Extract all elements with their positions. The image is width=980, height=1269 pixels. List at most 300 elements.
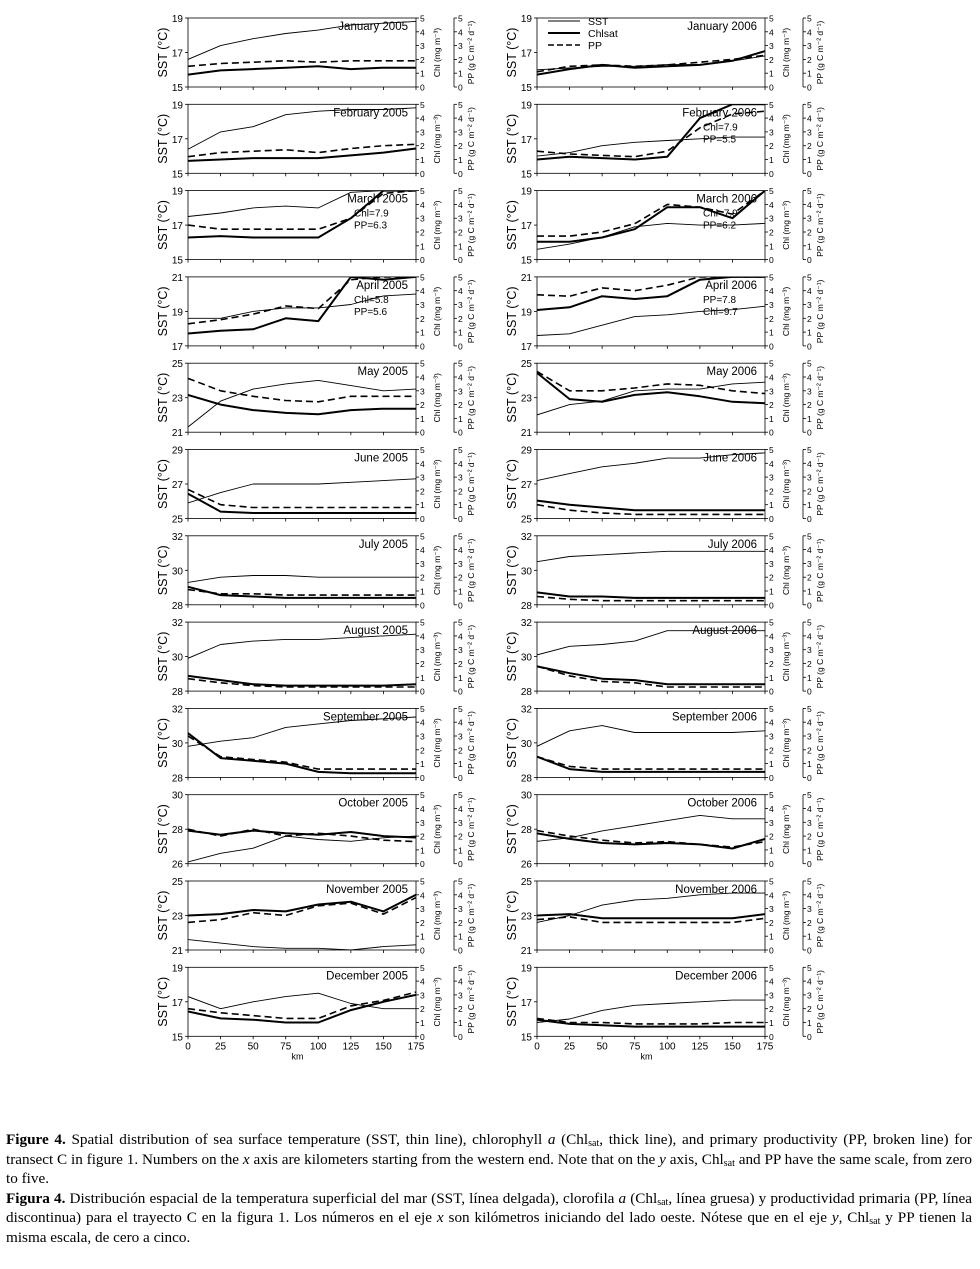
- sst-tick-label: 17: [520, 48, 532, 60]
- panel-title: April 2005: [356, 279, 408, 292]
- sst-axis-label: SST (°C): [505, 890, 519, 941]
- series-group: [537, 726, 765, 772]
- pp-tick-label: 5: [807, 617, 812, 628]
- chl-tick-label: 5: [420, 358, 425, 369]
- chl-tick-label: 4: [420, 717, 425, 728]
- x-tick-label: 50: [247, 1041, 259, 1053]
- pp-tick-label: 1: [807, 586, 812, 597]
- sst-tick-label: 19: [520, 186, 532, 198]
- pp-tick-label: 1: [458, 241, 463, 252]
- chl-tick-label: 0: [420, 600, 425, 611]
- pp-tick-label: 2: [458, 400, 463, 411]
- pp-tick-label: 5: [458, 358, 463, 369]
- chl-tick-label: 3: [769, 300, 774, 310]
- sst-tick-label: 27: [171, 480, 183, 491]
- sst-axis-label: SST (°C): [505, 717, 519, 768]
- chl-tick-label: 2: [769, 486, 774, 497]
- chl-tick-label: 0: [769, 859, 774, 870]
- pp-axis-label: PP (g C m⁻² d⁻¹): [815, 193, 825, 257]
- legend-label-pp: PP: [588, 40, 603, 52]
- pp-tick-label: 3: [807, 817, 812, 828]
- chl-tick-label: 4: [769, 545, 774, 556]
- pp-tick-label: 0: [807, 600, 812, 611]
- sst-axis-label: SST (°C): [156, 27, 170, 78]
- pp-tick-label: 5: [807, 272, 812, 283]
- panel-title: June 2005: [354, 452, 408, 465]
- sst-tick-label: 21: [171, 946, 183, 957]
- peak-annotation: Chl=9.7: [703, 306, 738, 318]
- sst-axis-label: SST (°C): [505, 113, 519, 164]
- panel-title: June 2006: [703, 452, 757, 465]
- chl-tick-label: 2: [769, 227, 774, 238]
- pp-tick-label: 5: [807, 445, 812, 455]
- chl-tick-label: 1: [420, 500, 425, 511]
- chl-tick-label: 2: [420, 1004, 425, 1015]
- peak-annotation: Chl=5.8: [354, 294, 389, 306]
- x-tick-label: 150: [375, 1041, 392, 1053]
- pp-tick-label: 2: [807, 1004, 812, 1015]
- chl-tick-label: 2: [420, 400, 425, 411]
- chl-tick-label: 0: [420, 1031, 425, 1042]
- chl-axis-label: Chl (mg m⁻³): [432, 977, 442, 1027]
- pp-tick-label: 5: [458, 876, 463, 887]
- x-tick-label: 0: [534, 1041, 540, 1053]
- x-tick-label: 50: [596, 1041, 608, 1053]
- pp-tick-label: 0: [458, 600, 463, 611]
- x-tick-label: 75: [629, 1041, 641, 1053]
- pp-tick-label: 0: [807, 427, 812, 438]
- series-group: [188, 634, 416, 687]
- peak-annotation: PP=5.5: [703, 134, 737, 146]
- chl-axis-label: Chl (mg m⁻³): [432, 545, 442, 595]
- pp-tick-label: 4: [458, 113, 463, 124]
- pp-tick-label: 4: [458, 27, 463, 38]
- series-sst-line: [188, 836, 416, 862]
- chl-tick-label: 3: [420, 41, 425, 52]
- sst-tick-label: 27: [520, 480, 532, 491]
- sst-axis-label: SST (°C): [505, 545, 519, 596]
- chl-tick-label: 4: [420, 545, 425, 556]
- panel-august-2006: [505, 618, 825, 699]
- sst-tick-label: 21: [520, 946, 532, 957]
- chl-tick-label: 4: [420, 113, 425, 124]
- pp-tick-label: 3: [807, 645, 812, 656]
- sst-tick-label: 28: [171, 825, 183, 837]
- sst-axis-label: SST (°C): [156, 372, 170, 423]
- chl-tick-label: 3: [420, 645, 425, 656]
- pp-tick-label: 1: [807, 241, 812, 252]
- chl-tick-label: 0: [769, 427, 774, 438]
- pp-tick-label: 4: [807, 372, 812, 383]
- pp-axis-label: PP (g C m⁻² d⁻¹): [815, 883, 825, 948]
- panel-title: August 2006: [692, 625, 757, 638]
- chl-axis-label: Chl (mg m⁻³): [432, 890, 442, 941]
- panel-title: March 2006: [696, 193, 757, 206]
- pp-axis-label: PP (g C m⁻² d⁻¹): [815, 624, 825, 689]
- chl-tick-label: 2: [420, 917, 425, 928]
- chl-tick-label: 5: [769, 962, 774, 973]
- pp-tick-label: 3: [807, 41, 812, 52]
- pp-tick-label: 4: [807, 804, 812, 814]
- legend-label-chlsat: Chlsat: [588, 28, 618, 40]
- pp-tick-label: 3: [807, 213, 812, 224]
- x-tick-label: 175: [407, 1041, 425, 1053]
- pp-tick-label: 4: [807, 113, 812, 124]
- pp-tick-label: 4: [458, 199, 463, 210]
- pp-tick-label: 3: [458, 472, 463, 483]
- pp-axis-label: PP (g C m⁻² d⁻¹): [466, 624, 476, 689]
- sst-axis-label: SST (°C): [156, 631, 170, 682]
- pp-tick-label: 2: [458, 54, 463, 65]
- chl-tick-label: 5: [420, 99, 425, 110]
- chl-tick-label: 3: [769, 645, 774, 656]
- chl-axis-label: Chl (mg m⁻³): [781, 977, 791, 1027]
- pp-tick-label: 5: [807, 99, 812, 110]
- series-chlsat-line: [188, 676, 416, 686]
- series-group: [188, 829, 416, 862]
- pp-tick-label: 0: [458, 1031, 463, 1042]
- pp-tick-label: 3: [458, 817, 463, 828]
- panel-july-2006: [505, 531, 825, 612]
- chl-tick-label: 0: [420, 772, 425, 783]
- pp-tick-label: 2: [807, 659, 812, 669]
- panel-title: September 2006: [671, 711, 757, 724]
- series-pp-line: [188, 992, 416, 1018]
- pp-tick-label: 0: [458, 945, 463, 956]
- panel-title: February 2006: [682, 107, 757, 120]
- pp-tick-label: 1: [458, 155, 463, 165]
- peak-annotation: Chl=7.9: [354, 208, 389, 220]
- pp-axis-label: PP (g C m⁻² d⁻¹): [815, 452, 825, 516]
- sst-tick-label: 30: [520, 790, 532, 802]
- pp-tick-label: 4: [807, 976, 812, 987]
- pp-axis-label: PP (g C m⁻² d⁻¹): [815, 20, 825, 85]
- sst-tick-label: 17: [171, 341, 183, 353]
- chl-axis-label: Chl (mg m⁻³): [432, 804, 442, 854]
- pp-tick-label: 3: [807, 990, 812, 1001]
- sst-tick-label: 30: [520, 566, 532, 578]
- panel-april-2005: [156, 272, 476, 353]
- pp-tick-label: 3: [807, 904, 812, 915]
- pp-tick-label: 0: [458, 255, 463, 266]
- sst-tick-label: 26: [520, 859, 532, 871]
- pp-tick-label: 1: [458, 1018, 463, 1028]
- chl-tick-label: 5: [769, 186, 774, 197]
- chl-tick-label: 5: [769, 617, 774, 628]
- sst-axis-label: SST (°C): [505, 631, 519, 682]
- chl-tick-label: 2: [769, 572, 774, 583]
- panel-title: November 2006: [675, 884, 757, 896]
- chl-axis-label: Chl (mg m⁻³): [781, 27, 791, 78]
- pp-tick-label: 2: [458, 572, 463, 583]
- chl-tick-label: 2: [420, 227, 425, 238]
- pp-tick-label: 0: [807, 686, 812, 697]
- pp-tick-label: 3: [807, 386, 812, 397]
- pp-tick-label: 5: [458, 272, 463, 283]
- series-pp-line: [537, 757, 765, 769]
- pp-tick-label: 5: [458, 790, 463, 801]
- panel-title: March 2005: [347, 193, 408, 206]
- pp-tick-label: 3: [458, 558, 463, 569]
- pp-tick-label: 0: [807, 514, 812, 524]
- panel-february-2005: [156, 100, 476, 181]
- chl-axis-label: Chl (mg m⁻³): [781, 200, 791, 250]
- pp-tick-label: 0: [458, 859, 463, 870]
- pp-tick-label: 5: [458, 617, 463, 628]
- chl-axis-label: Chl (mg m⁻³): [432, 631, 442, 682]
- series-sst-line: [188, 479, 416, 503]
- sst-tick-label: 19: [520, 307, 532, 319]
- sst-tick-label: 17: [520, 134, 532, 146]
- pp-axis-label: PP (g C m⁻² d⁻¹): [466, 193, 476, 257]
- series-chlsat-line: [537, 51, 765, 75]
- chl-tick-label: 3: [769, 41, 774, 52]
- sst-axis-label: SST (°C): [505, 286, 519, 337]
- chl-tick-label: 4: [769, 286, 774, 297]
- series-group: [188, 992, 416, 1022]
- series-pp-line: [188, 144, 416, 156]
- peak-annotation: Chl=7.9: [703, 208, 738, 220]
- chl-tick-label: 4: [769, 890, 774, 901]
- caption-es-label: Figura 4.: [6, 1189, 66, 1207]
- chl-tick-label: 1: [769, 759, 774, 770]
- chl-tick-label: 0: [769, 1031, 774, 1042]
- sst-tick-label: 23: [520, 393, 532, 405]
- chl-tick-label: 2: [420, 831, 425, 842]
- pp-tick-label: 2: [458, 831, 463, 842]
- series-chlsat-line: [188, 494, 416, 513]
- chl-tick-label: 2: [769, 54, 774, 65]
- sst-tick-label: 25: [520, 514, 532, 526]
- series-sst-line: [537, 551, 765, 561]
- legend-label-sst: SST: [588, 16, 609, 28]
- sst-tick-label: 32: [171, 531, 183, 543]
- series-sst-line: [188, 576, 416, 583]
- sst-axis-label: SST (°C): [156, 200, 170, 251]
- x-axis-labels-col2: [534, 1041, 774, 1061]
- panel-title: January 2005: [338, 21, 408, 33]
- pp-tick-label: 4: [458, 458, 463, 469]
- pp-tick-label: 2: [458, 1004, 463, 1015]
- pp-tick-label: 4: [458, 717, 463, 728]
- sst-tick-label: 30: [171, 652, 183, 664]
- chl-tick-label: 5: [420, 531, 425, 542]
- sst-tick-label: 21: [520, 428, 532, 440]
- chl-tick-label: 3: [420, 300, 425, 310]
- pp-tick-label: 2: [807, 313, 812, 324]
- chl-axis-label: Chl (mg m⁻³): [432, 286, 442, 337]
- pp-axis-label: PP (g C m⁻² d⁻¹): [466, 538, 476, 603]
- pp-tick-label: 4: [807, 199, 812, 210]
- panel-march-2005: [156, 186, 476, 267]
- chl-tick-label: 0: [420, 427, 425, 438]
- chl-tick-label: 4: [769, 631, 774, 642]
- x-tick-label: 25: [564, 1041, 576, 1053]
- pp-tick-label: 5: [807, 703, 812, 714]
- chl-tick-label: 5: [420, 962, 425, 973]
- pp-axis-label: PP (g C m⁻² d⁻¹): [815, 538, 825, 603]
- chl-tick-label: 1: [769, 241, 774, 252]
- sst-tick-label: 21: [520, 272, 532, 284]
- chl-tick-label: 3: [420, 904, 425, 915]
- x-tick-label: 100: [309, 1041, 327, 1053]
- pp-tick-label: 0: [807, 82, 812, 93]
- chl-tick-label: 2: [420, 313, 425, 324]
- chl-axis-label: Chl (mg m⁻³): [781, 373, 791, 423]
- sst-tick-label: 15: [171, 169, 183, 181]
- pp-tick-label: 0: [458, 427, 463, 438]
- chl-tick-label: 3: [769, 213, 774, 224]
- chl-tick-label: 5: [769, 99, 774, 110]
- chl-tick-label: 2: [769, 745, 774, 756]
- panel-title: January 2006: [687, 21, 757, 33]
- sst-tick-label: 26: [171, 859, 183, 871]
- legend: [548, 16, 618, 52]
- series-pp-line: [537, 1018, 765, 1024]
- pp-tick-label: 5: [458, 531, 463, 542]
- pp-tick-label: 0: [807, 168, 812, 179]
- chl-tick-label: 3: [769, 558, 774, 569]
- pp-tick-label: 3: [458, 386, 463, 397]
- chl-tick-label: 5: [769, 531, 774, 542]
- pp-tick-label: 5: [807, 962, 812, 973]
- x-tick-label: 125: [691, 1041, 709, 1053]
- x-axis-labels-col1: [185, 1041, 425, 1061]
- chl-tick-label: 5: [420, 272, 425, 283]
- chl-axis-label: Chl (mg m⁻³): [432, 459, 442, 509]
- chl-axis-label: Chl (mg m⁻³): [781, 286, 791, 337]
- sst-tick-label: 15: [520, 83, 532, 94]
- sst-tick-label: 19: [171, 307, 183, 319]
- chl-tick-label: 0: [420, 341, 425, 352]
- panel-title: July 2006: [707, 538, 757, 551]
- chl-tick-label: 0: [420, 168, 425, 179]
- pp-tick-label: 0: [807, 341, 812, 352]
- sst-tick-label: 19: [171, 100, 183, 112]
- chl-tick-label: 4: [769, 199, 774, 210]
- panel-title: July 2005: [358, 538, 408, 551]
- chl-tick-label: 3: [420, 213, 425, 224]
- panel-title: December 2006: [675, 970, 757, 983]
- pp-tick-label: 1: [807, 759, 812, 770]
- sst-axis-label: SST (°C): [505, 372, 519, 423]
- pp-axis-label: PP (g C m⁻² d⁻¹): [466, 279, 476, 344]
- series-sst-line: [537, 726, 765, 747]
- sst-tick-label: 15: [171, 1032, 183, 1044]
- series-chlsat-line: [188, 66, 416, 74]
- chl-axis-label: Chl (mg m⁻³): [432, 718, 442, 768]
- pp-axis-label: PP (g C m⁻² d⁻¹): [815, 711, 825, 775]
- pp-tick-label: 0: [458, 514, 463, 524]
- pp-tick-label: 2: [458, 659, 463, 669]
- panel-december-2005: [156, 963, 476, 1044]
- chl-tick-label: 5: [769, 790, 774, 801]
- panel-title: September 2005: [322, 711, 408, 724]
- peak-annotation: PP=6.2: [703, 220, 737, 232]
- pp-axis-label: PP (g C m⁻² d⁻¹): [815, 969, 825, 1034]
- series-chlsat-line: [537, 666, 765, 684]
- chl-tick-label: 1: [769, 155, 774, 165]
- chl-axis-label: Chl (mg m⁻³): [432, 373, 442, 423]
- peak-annotation: PP=6.3: [354, 220, 388, 232]
- chl-tick-label: 1: [420, 155, 425, 165]
- pp-tick-label: 3: [458, 731, 463, 742]
- pp-tick-label: 4: [807, 717, 812, 728]
- panel-title: November 2005: [326, 884, 408, 896]
- chl-tick-label: 5: [420, 13, 425, 24]
- pp-tick-label: 5: [458, 445, 463, 455]
- panel-june-2006: [505, 445, 825, 526]
- series-chlsat-line: [188, 395, 416, 414]
- pp-tick-label: 1: [807, 68, 812, 79]
- pp-tick-label: 5: [458, 99, 463, 110]
- series-chlsat-line: [188, 895, 416, 916]
- chl-tick-label: 4: [420, 890, 425, 901]
- chl-tick-label: 0: [769, 255, 774, 266]
- peak-annotation: PP=7.8: [703, 294, 737, 306]
- chl-tick-label: 3: [769, 990, 774, 1001]
- sst-tick-label: 28: [520, 687, 532, 699]
- chl-tick-label: 4: [420, 199, 425, 210]
- chl-tick-label: 5: [769, 445, 774, 455]
- chl-tick-label: 4: [420, 372, 425, 383]
- series-group: [537, 1000, 765, 1027]
- pp-tick-label: 0: [458, 168, 463, 179]
- chl-tick-label: 1: [769, 1018, 774, 1028]
- sst-tick-label: 25: [520, 877, 532, 888]
- chl-axis-label: Chl (mg m⁻³): [432, 114, 442, 164]
- chl-tick-label: 0: [420, 859, 425, 870]
- pp-tick-label: 1: [807, 931, 812, 942]
- pp-tick-label: 1: [458, 413, 463, 424]
- panel-april-2006: [505, 272, 825, 353]
- sst-tick-label: 19: [520, 14, 532, 25]
- chl-tick-label: 2: [769, 917, 774, 928]
- chl-tick-label: 2: [769, 831, 774, 842]
- panel-september-2006: [505, 704, 825, 785]
- panel-september-2005: [156, 704, 476, 785]
- sst-tick-label: 28: [171, 600, 183, 612]
- panel-june-2005: [156, 445, 476, 526]
- pp-tick-label: 1: [807, 1018, 812, 1028]
- chl-tick-label: 1: [420, 327, 425, 338]
- pp-tick-label: 2: [458, 745, 463, 756]
- chl-tick-label: 5: [420, 876, 425, 887]
- panel-august-2005: [156, 618, 476, 699]
- series-group: [537, 815, 765, 848]
- chl-tick-label: 3: [420, 817, 425, 828]
- series-chlsat-line: [188, 587, 416, 598]
- pp-tick-label: 2: [807, 917, 812, 928]
- sst-tick-label: 17: [171, 48, 183, 60]
- pp-axis-label: PP (g C m⁻² d⁻¹): [466, 365, 476, 430]
- chl-tick-label: 3: [769, 472, 774, 483]
- chl-axis-label: Chl (mg m⁻³): [781, 114, 791, 164]
- pp-tick-label: 0: [458, 772, 463, 783]
- panel-title: April 2006: [705, 279, 757, 292]
- chl-tick-label: 3: [769, 731, 774, 742]
- sst-tick-label: 15: [171, 255, 183, 267]
- series-group: [188, 895, 416, 950]
- pp-tick-label: 0: [458, 686, 463, 697]
- sst-axis-label: SST (°C): [156, 717, 170, 768]
- x-axis-label: km: [291, 1051, 304, 1062]
- caption-en-label: Figure 4.: [6, 1131, 66, 1148]
- panel-november-2005: [156, 877, 476, 958]
- pp-axis-label: PP (g C m⁻² d⁻¹): [466, 883, 476, 948]
- x-tick-label: 100: [658, 1041, 676, 1053]
- pp-tick-label: 2: [458, 917, 463, 928]
